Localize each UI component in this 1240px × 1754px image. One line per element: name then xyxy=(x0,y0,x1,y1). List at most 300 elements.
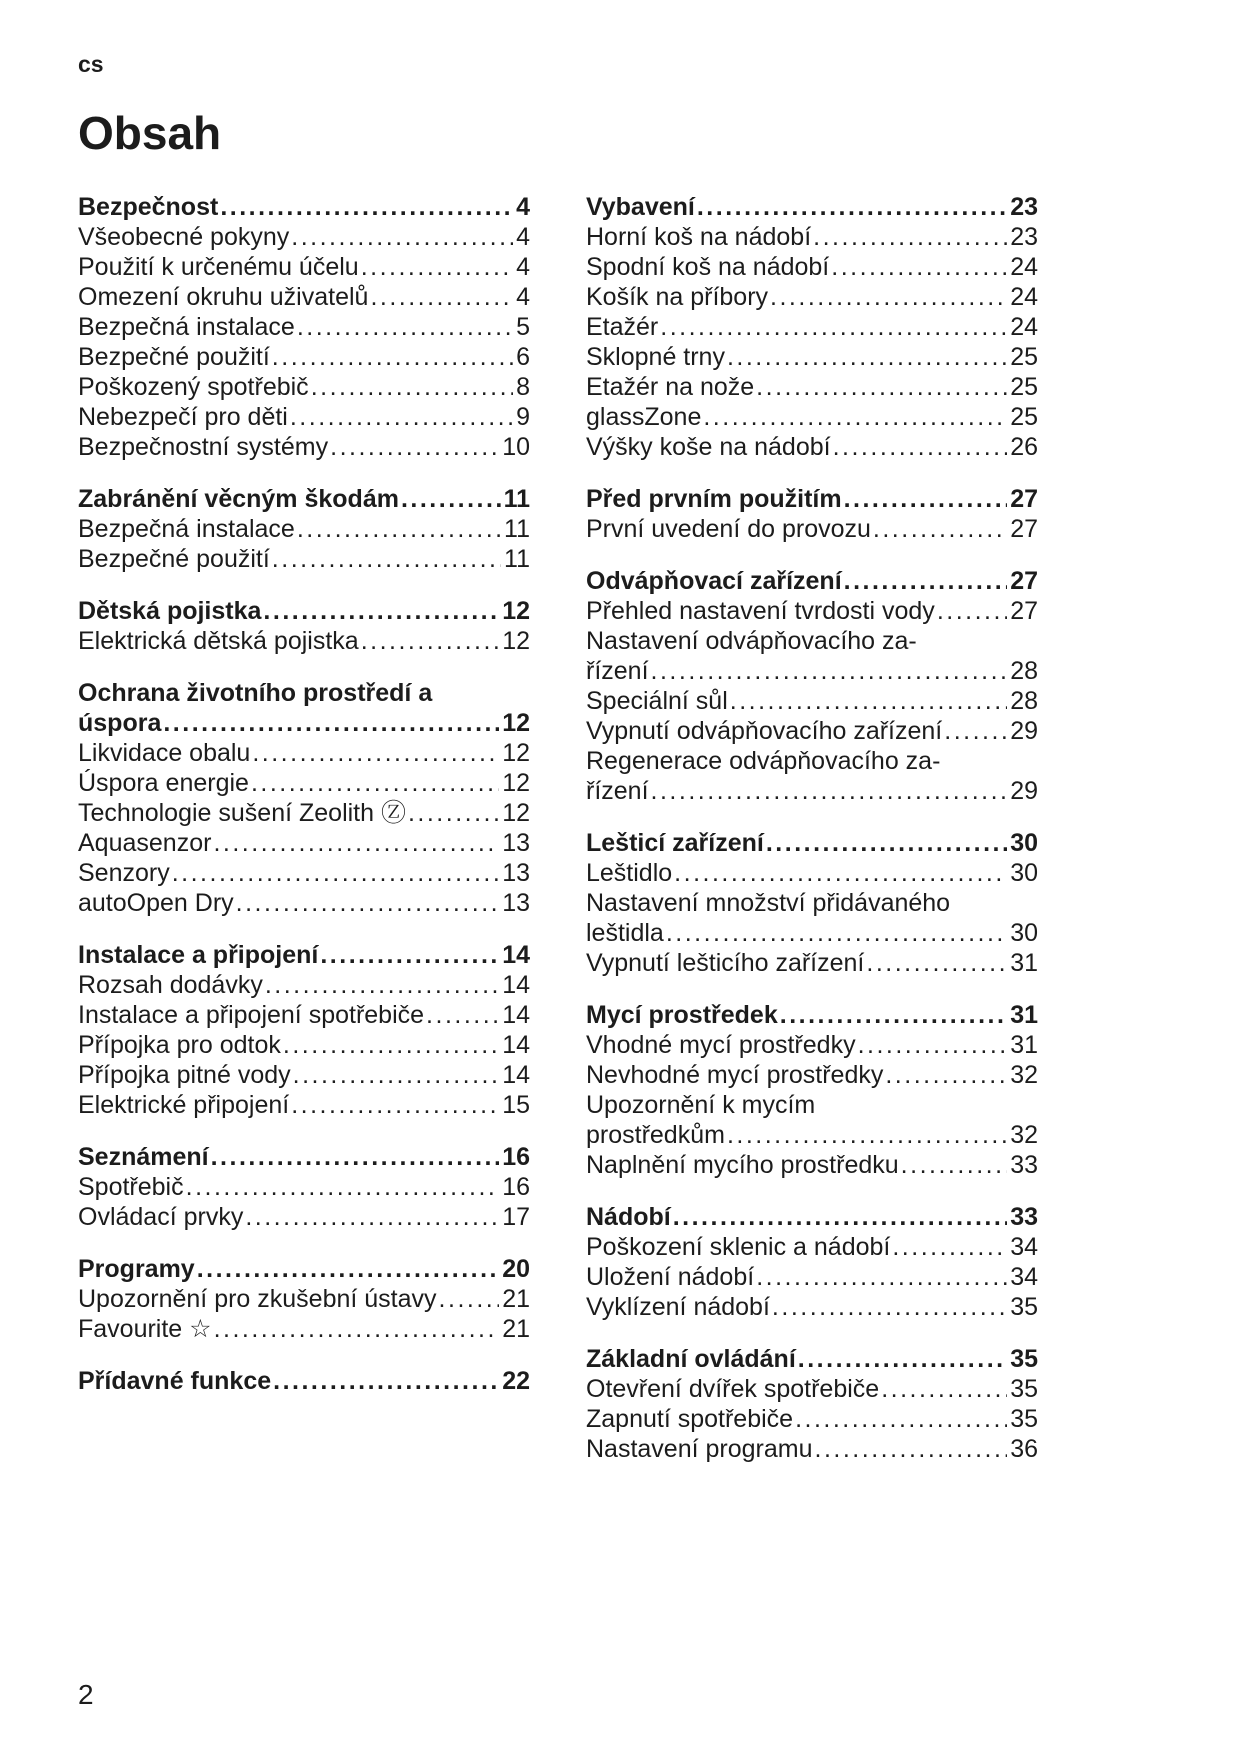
toc-page-number: 14 xyxy=(502,1031,530,1059)
toc-row xyxy=(78,484,530,514)
toc-row xyxy=(78,1314,530,1344)
toc-row xyxy=(78,192,530,222)
toc-row xyxy=(78,1366,530,1396)
dot-leader xyxy=(408,798,499,828)
toc-label: úspora xyxy=(78,709,162,737)
dot-leader xyxy=(330,432,499,462)
toc-row xyxy=(78,1000,530,1030)
dot-leader xyxy=(426,1000,499,1030)
toc-section-title xyxy=(78,1366,530,1396)
toc-label: Programy xyxy=(78,1255,195,1283)
toc-label: Všeobecné pokyny xyxy=(78,223,290,251)
toc-page-number: 35 xyxy=(1010,1345,1038,1373)
toc-item xyxy=(78,1314,530,1344)
toc-page-number: 29 xyxy=(1010,717,1038,745)
toc-page-number: 26 xyxy=(1010,433,1038,461)
dot-leader xyxy=(770,282,1007,312)
dot-leader xyxy=(813,222,1007,252)
toc-page-number: 16 xyxy=(502,1143,530,1171)
toc-page-number: 12 xyxy=(502,769,530,797)
toc-item xyxy=(586,626,1038,686)
toc-section xyxy=(586,1202,1038,1322)
toc-label: Zabránění věcným škodám xyxy=(78,485,399,513)
toc-row xyxy=(586,686,1038,716)
dot-leader xyxy=(766,828,1007,858)
toc-page-number: 23 xyxy=(1010,193,1038,221)
toc-section-title xyxy=(78,1142,530,1172)
toc-page-number: 12 xyxy=(502,799,530,827)
toc-page-number: 21 xyxy=(502,1285,530,1313)
toc-section xyxy=(586,484,1038,544)
toc-label: Instalace a připojení xyxy=(78,941,319,969)
toc-row xyxy=(586,1202,1038,1232)
toc-page-number: 14 xyxy=(502,941,530,969)
toc-page-number: 25 xyxy=(1010,343,1038,371)
toc-label: Bezpečné použití xyxy=(78,343,270,371)
toc-page-number: 8 xyxy=(516,373,530,401)
toc-label-line: Nastavení odvápňovacího za- xyxy=(586,627,917,655)
toc-label: Seznámení xyxy=(78,1143,209,1171)
toc-section-title xyxy=(586,484,1038,514)
toc-page-number: 30 xyxy=(1010,829,1038,857)
toc-page-number: 23 xyxy=(1010,223,1038,251)
toc-section xyxy=(78,596,530,656)
dot-leader xyxy=(815,1434,1008,1464)
dot-leader xyxy=(211,1142,500,1172)
toc-page-number: 25 xyxy=(1010,373,1038,401)
toc-label: autoOpen Dry xyxy=(78,889,234,917)
dot-leader xyxy=(291,222,513,252)
dot-leader xyxy=(892,1232,1007,1262)
toc-label: Mycí prostředek xyxy=(586,1001,778,1029)
toc-row xyxy=(78,768,530,798)
dot-leader xyxy=(795,1404,1007,1434)
toc-item xyxy=(586,514,1038,544)
toc-item xyxy=(78,432,530,462)
toc-row xyxy=(78,514,530,544)
toc-label-line: Ochrana životního prostředí a xyxy=(78,679,433,707)
toc-section xyxy=(586,828,1038,978)
toc-row xyxy=(586,1150,1038,1180)
toc-item xyxy=(78,970,530,1000)
toc-label: Spotřebič xyxy=(78,1173,184,1201)
toc-row xyxy=(586,222,1038,252)
toc-label: Spodní koš na nádobí xyxy=(586,253,830,281)
toc-section-title xyxy=(586,1000,1038,1030)
toc-page-number: 22 xyxy=(502,1367,530,1395)
toc-item xyxy=(586,1090,1038,1150)
toc-label: Úspora energie xyxy=(78,769,249,797)
toc-label: Použití k určenému účelu xyxy=(78,253,359,281)
toc-section-title xyxy=(586,192,1038,222)
toc-row xyxy=(78,828,530,858)
toc-section xyxy=(586,192,1038,462)
toc-page-number: 30 xyxy=(1010,919,1038,947)
toc-label: Zapnutí spotřebiče xyxy=(586,1405,794,1433)
toc-label: Nastavení programu xyxy=(586,1435,813,1463)
toc-page-number: 24 xyxy=(1010,253,1038,281)
toc-label: Bezpečné použití xyxy=(78,545,270,573)
dot-leader xyxy=(291,1090,499,1120)
toc-section xyxy=(78,1366,530,1396)
toc-item xyxy=(78,1000,530,1030)
toc-row xyxy=(78,372,530,402)
dot-leader xyxy=(651,776,1008,806)
toc-label: Sklopné trny xyxy=(586,343,725,371)
toc-page-number: 24 xyxy=(1010,283,1038,311)
toc-label: Vyklízení nádobí xyxy=(586,1293,770,1321)
toc-page-number: 14 xyxy=(502,1001,530,1029)
toc-page-number: 35 xyxy=(1010,1293,1038,1321)
toc-page-number: 33 xyxy=(1010,1203,1038,1231)
toc-label: Dětská pojistka xyxy=(78,597,262,625)
dot-leader xyxy=(370,282,513,312)
toc-section-title xyxy=(78,484,530,514)
toc-row xyxy=(586,1292,1038,1322)
toc-label: Nebezpečí pro děti xyxy=(78,403,288,431)
dot-leader xyxy=(293,1060,500,1090)
toc-page-number: 4 xyxy=(516,223,530,251)
toc-label: Uložení nádobí xyxy=(586,1263,755,1291)
toc-label: Speciální sůl xyxy=(586,687,728,715)
toc-page-number: 29 xyxy=(1010,777,1038,805)
dot-leader xyxy=(220,192,513,222)
toc-row xyxy=(586,1030,1038,1060)
toc-row xyxy=(78,432,530,462)
toc-page-number: 6 xyxy=(516,343,530,371)
toc-section xyxy=(586,1000,1038,1180)
toc-row xyxy=(586,596,1038,626)
toc-row xyxy=(78,888,530,918)
toc-label: Likvidace obalu xyxy=(78,739,251,767)
toc-label: Vypnutí lešticího zařízení xyxy=(586,949,865,977)
toc-page-number: 34 xyxy=(1010,1233,1038,1261)
toc-page-number: 15 xyxy=(502,1091,530,1119)
toc-label: Technologie sušení Zeolith Ⓩ xyxy=(78,799,406,827)
toc-page-number: 25 xyxy=(1010,403,1038,431)
toc-row xyxy=(586,282,1038,312)
toc-label: Přídavné funkce xyxy=(78,1367,272,1395)
toc-label: Přípojka pro odtok xyxy=(78,1031,281,1059)
toc-page-number: 32 xyxy=(1010,1061,1038,1089)
toc-row xyxy=(586,858,1038,888)
dot-leader xyxy=(263,596,499,626)
toc-row xyxy=(78,544,530,574)
toc-page-number: 13 xyxy=(502,859,530,887)
toc-page-number: 12 xyxy=(502,597,530,625)
toc-section xyxy=(78,940,530,1120)
toc-item xyxy=(78,1284,530,1314)
dot-leader xyxy=(283,1030,499,1060)
toc-page-number: 17 xyxy=(502,1203,530,1231)
toc-row xyxy=(586,948,1038,978)
page-title: Obsah xyxy=(78,107,222,159)
toc-row xyxy=(586,1434,1038,1464)
toc-row xyxy=(586,918,1038,948)
dot-leader xyxy=(780,1000,1007,1030)
toc-row xyxy=(78,402,530,432)
dot-leader xyxy=(866,948,1007,978)
dot-leader xyxy=(666,918,1007,948)
toc-label: První uvedení do provozu xyxy=(586,515,871,543)
toc-row xyxy=(78,1030,530,1060)
toc-item xyxy=(78,858,530,888)
toc-item xyxy=(586,1434,1038,1464)
toc-label: Horní koš na nádobí xyxy=(586,223,812,251)
toc-item xyxy=(78,372,530,402)
toc-page-number: 27 xyxy=(1010,515,1038,543)
toc-page-number: 4 xyxy=(516,193,530,221)
toc-section-title xyxy=(78,596,530,626)
toc-row xyxy=(586,1060,1038,1090)
toc-label: Otevření dvířek spotřebiče xyxy=(586,1375,880,1403)
toc-page-number: 11 xyxy=(503,485,530,513)
dot-leader xyxy=(401,484,501,514)
toc-label: Vypnutí odvápňovacího zařízení xyxy=(586,717,943,745)
toc-column xyxy=(78,192,530,1464)
toc-row xyxy=(78,708,530,738)
toc-item xyxy=(78,1090,530,1120)
dot-leader xyxy=(297,312,513,342)
toc-item xyxy=(586,746,1038,806)
toc-page-number: 31 xyxy=(1010,1001,1038,1029)
toc-page-number: 9 xyxy=(516,403,530,431)
toc-row xyxy=(586,1262,1038,1292)
toc-item xyxy=(586,222,1038,252)
toc-label: Základní ovládání xyxy=(586,1345,796,1373)
toc-section xyxy=(78,678,530,918)
toc-page-number: 28 xyxy=(1010,657,1038,685)
toc-label: Vhodné mycí prostředky xyxy=(586,1031,856,1059)
toc-section xyxy=(78,1254,530,1344)
dot-leader xyxy=(772,1292,1007,1322)
toc-label: Bezpečnost xyxy=(78,193,219,221)
toc-label: Elektrická dětská pojistka xyxy=(78,627,359,655)
dot-leader xyxy=(660,312,1007,342)
dot-leader xyxy=(265,970,499,1000)
dot-leader xyxy=(439,1284,500,1314)
toc-item xyxy=(78,798,530,828)
toc-row xyxy=(78,252,530,282)
toc-page-number: 10 xyxy=(502,433,530,461)
dot-leader xyxy=(703,402,1007,432)
toc-page-number: 31 xyxy=(1010,949,1038,977)
toc-label: Instalace a připojení spotřebiče xyxy=(78,1001,425,1029)
toc-label-line: Upozornění k mycím xyxy=(586,1091,816,1119)
toc-label: Odvápňovací zařízení xyxy=(586,567,842,595)
dot-leader xyxy=(186,1172,500,1202)
toc-row xyxy=(78,970,530,1000)
toc-label: Etažér na nože xyxy=(586,373,755,401)
toc-item xyxy=(586,1404,1038,1434)
toc-item xyxy=(78,342,530,372)
toc-row xyxy=(78,1090,530,1120)
toc-row xyxy=(586,312,1038,342)
toc-page-number: 35 xyxy=(1010,1375,1038,1403)
toc-section xyxy=(78,484,530,574)
toc-label: leštidla xyxy=(586,919,664,947)
toc-row xyxy=(78,596,530,626)
toc-item xyxy=(78,1202,530,1232)
toc-label: Upozornění pro zkušební ústavy xyxy=(78,1285,437,1313)
toc-label: řízení xyxy=(586,657,649,685)
dot-leader xyxy=(727,1120,1007,1150)
toc-page-number: 33 xyxy=(1010,1151,1038,1179)
toc-label: Elektrické připojení xyxy=(78,1091,290,1119)
dot-leader xyxy=(245,1202,499,1232)
toc-item xyxy=(78,252,530,282)
toc-label: řízení xyxy=(586,777,649,805)
toc-label: Lešticí zařízení xyxy=(586,829,764,857)
toc-page-number: 27 xyxy=(1010,485,1038,513)
dot-leader xyxy=(252,738,499,768)
toc-label: Nádobí xyxy=(586,1203,671,1231)
toc-item xyxy=(586,716,1038,746)
toc-item xyxy=(586,402,1038,432)
toc-row xyxy=(586,432,1038,462)
toc-item xyxy=(586,858,1038,888)
toc-page-number: 11 xyxy=(504,515,530,543)
toc-label: Bezpečná instalace xyxy=(78,515,295,543)
toc-row xyxy=(586,716,1038,746)
toc-section xyxy=(586,1344,1038,1464)
toc-row xyxy=(78,312,530,342)
toc-section xyxy=(78,192,530,462)
toc-label-line: Nastavení množství přidávaného xyxy=(586,889,951,917)
toc-row xyxy=(78,798,530,828)
toc-row xyxy=(78,940,530,970)
toc-page-number: 14 xyxy=(502,971,530,999)
toc-row xyxy=(586,828,1038,858)
toc-item xyxy=(78,1172,530,1202)
toc-row xyxy=(586,252,1038,282)
toc-label: Košík na příbory xyxy=(586,283,769,311)
dot-leader xyxy=(727,342,1007,372)
dot-leader xyxy=(272,342,513,372)
toc-row xyxy=(78,1142,530,1172)
toc-row xyxy=(586,566,1038,596)
toc-label: Leštidlo xyxy=(586,859,673,887)
toc-row xyxy=(78,342,530,372)
toc-section-title xyxy=(78,678,530,738)
dot-leader xyxy=(197,1254,499,1284)
dot-leader xyxy=(172,858,499,888)
toc-page-number: 34 xyxy=(1010,1263,1038,1291)
dot-leader xyxy=(272,544,501,574)
toc-section-title xyxy=(586,1344,1038,1374)
toc-page-number: 21 xyxy=(502,1315,530,1343)
toc-page-number: 13 xyxy=(502,829,530,857)
dot-leader xyxy=(730,686,1007,716)
toc-page-number: 16 xyxy=(502,1173,530,1201)
toc-row xyxy=(78,1202,530,1232)
toc-page-number: 12 xyxy=(502,739,530,767)
dot-leader xyxy=(944,716,1007,746)
toc-item xyxy=(78,1060,530,1090)
toc-page-number: 4 xyxy=(516,283,530,311)
toc-row xyxy=(78,738,530,768)
toc-item xyxy=(586,596,1038,626)
toc-page-number: 31 xyxy=(1010,1031,1038,1059)
toc-page-number: 27 xyxy=(1010,567,1038,595)
toc-section-title xyxy=(78,940,530,970)
toc-label: Nevhodné mycí prostředky xyxy=(586,1061,884,1089)
toc-item xyxy=(78,282,530,312)
toc-item xyxy=(586,1262,1038,1292)
toc-item xyxy=(78,312,530,342)
toc-row xyxy=(586,372,1038,402)
toc-label: Etažér xyxy=(586,313,659,341)
toc-item xyxy=(586,686,1038,716)
toc-item xyxy=(586,342,1038,372)
language-code: cs xyxy=(78,51,104,77)
toc-label: Favourite ☆ xyxy=(78,1315,212,1343)
toc-page-number: 11 xyxy=(504,545,530,573)
toc-label: Výšky koše na nádobí xyxy=(586,433,831,461)
dot-leader xyxy=(833,432,1008,462)
dot-leader xyxy=(674,858,1007,888)
toc-row xyxy=(78,1060,530,1090)
dot-leader xyxy=(651,656,1008,686)
dot-leader xyxy=(844,484,1008,514)
toc-item xyxy=(78,626,530,656)
dot-leader xyxy=(756,372,1007,402)
footer-page-number: 2 xyxy=(78,1679,94,1710)
dot-leader xyxy=(831,252,1007,282)
dot-leader xyxy=(873,514,1007,544)
toc-row xyxy=(586,514,1038,544)
toc-row xyxy=(586,1344,1038,1374)
toc-row xyxy=(78,858,530,888)
toc-label: Vybavení xyxy=(586,193,695,221)
toc-page-number: 14 xyxy=(502,1061,530,1089)
dot-leader xyxy=(311,372,513,402)
toc-row xyxy=(586,776,1038,806)
toc-page-number: 30 xyxy=(1010,859,1038,887)
toc-page-number: 35 xyxy=(1010,1405,1038,1433)
dot-leader xyxy=(320,940,499,970)
dot-leader xyxy=(213,828,499,858)
toc-row xyxy=(586,1404,1038,1434)
toc-row xyxy=(78,282,530,312)
dot-leader xyxy=(673,1202,1007,1232)
toc-item xyxy=(586,282,1038,312)
toc-item xyxy=(78,402,530,432)
toc-item xyxy=(78,768,530,798)
dot-leader xyxy=(858,1030,1008,1060)
toc-section xyxy=(78,1142,530,1232)
toc-page-number: 12 xyxy=(502,709,530,737)
toc-page-number: 20 xyxy=(502,1255,530,1283)
toc-label: Rozsah dodávky xyxy=(78,971,263,999)
dot-leader xyxy=(251,768,499,798)
toc-item xyxy=(78,738,530,768)
toc-row xyxy=(586,656,1038,686)
toc-item xyxy=(586,1292,1038,1322)
toc xyxy=(78,192,1162,1464)
dot-leader xyxy=(236,888,500,918)
toc-section-title xyxy=(586,828,1038,858)
toc-item xyxy=(586,312,1038,342)
dot-leader xyxy=(881,1374,1007,1404)
dot-leader xyxy=(361,626,500,656)
toc-item xyxy=(586,1150,1038,1180)
toc-row xyxy=(586,1000,1038,1030)
toc-label: glassZone xyxy=(586,403,702,431)
toc-item xyxy=(586,432,1038,462)
toc-label: Bezpečná instalace xyxy=(78,313,295,341)
toc-label: Aquasenzor xyxy=(78,829,212,857)
